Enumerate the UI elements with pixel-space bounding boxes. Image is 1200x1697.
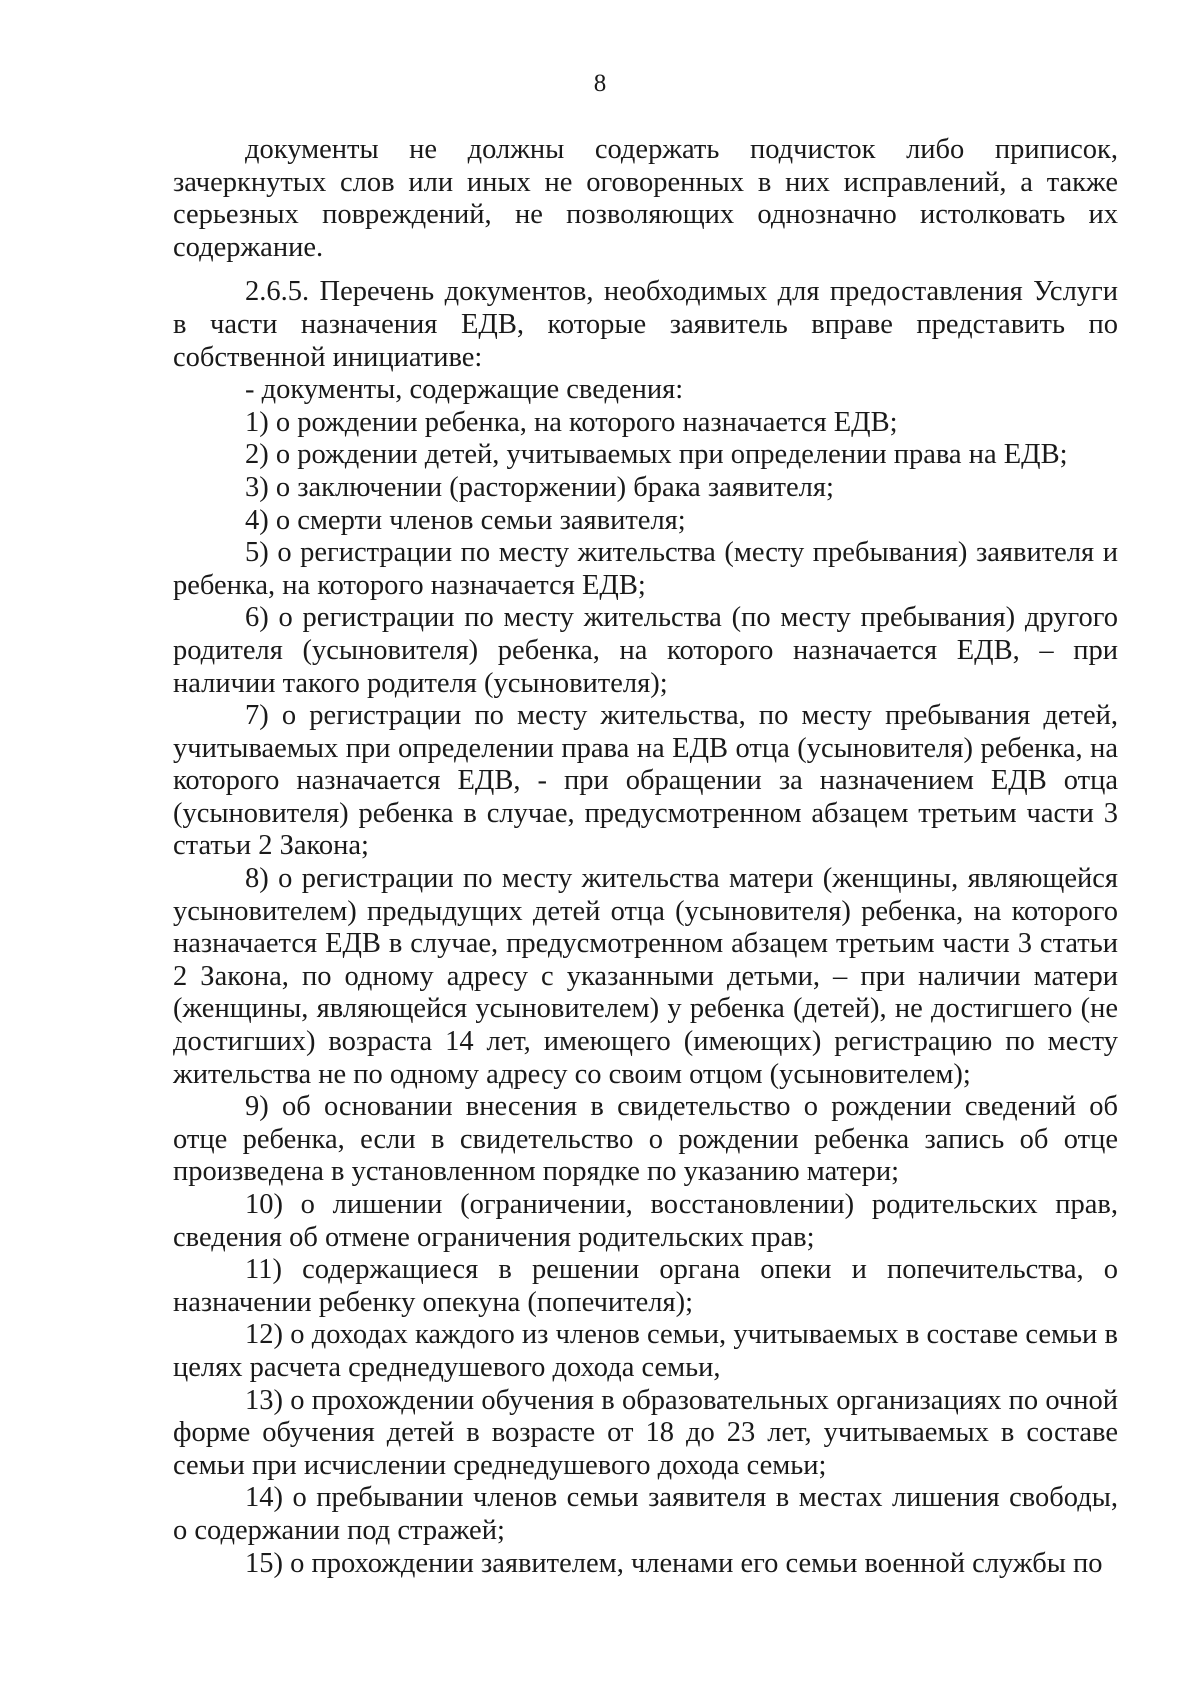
list-item-4: 4) о смерти членов семьи заявителя; bbox=[245, 504, 686, 536]
list-item-13: 13) о прохождении обучения в образовательных организациях по очной форме обучения детей в возрасте от 18 до 23 лет, учитываемых в составе семьи при исчислении среднедушевого дохода семьи; bbox=[173, 1384, 1118, 1481]
list-item-3: 3) о заключении (расторжении) брака заявителя; bbox=[245, 471, 834, 503]
paragraph-continuation: документы не должны содержать подчисток либо приписок, зачеркнутых слов или иных не оговоренных в них исправлений, а также серьезных повреждений, не позволяющих однозначно истолковать их содержание. bbox=[173, 134, 1118, 263]
list-item-5: 5) о регистрации по месту жительства (месту пребывания) заявителя и ребенка, на которого назначается ЕДВ; bbox=[173, 537, 1118, 601]
list-item-7: 7) о регистрации по месту жительства, по месту пребывания детей, учитываемых при определении права на ЕДВ отца (усыновителя) ребенка, на которого назначается ЕДВ, - при обращении за назначением ЕДВ отца (усыновителя) ребенка в случае, предусмотренном абзацем третьим части 3 статьи 2 Закона; bbox=[173, 700, 1118, 862]
paragraph-section-2-6-5: 2.6.5. Перечень документов, необходимых для предоставления Услуги в части назначения ЕДВ, которые заявитель вправе представить по собственной инициативе: bbox=[173, 276, 1118, 373]
list-item-9: 9) об основании внесения в свидетельство о рождении сведений об отце ребенка, если в свидетельство о рождении ребенка запись об отце произведена в установленном порядке по указанию матери; bbox=[173, 1091, 1118, 1188]
page-number: 8 bbox=[593, 70, 607, 97]
list-item-1: 1) о рождении ребенка, на которого назначается ЕДВ; bbox=[245, 406, 898, 438]
list-item-11: 11) содержащиеся в решении органа опеки и попечительства, о назначении ребенку опекуна (попечителя); bbox=[173, 1254, 1118, 1318]
paragraph-list-intro: - документы, содержащие сведения: bbox=[245, 374, 684, 406]
list-item-8: 8) о регистрации по месту жительства матери (женщины, являющейся усыновителем) предыдущих детей отца (усыновителя) ребенка, на которого назначается ЕДВ в случае, предусмотренном абзацем третьим части 3 статьи 2 Закона, по одному адресу с указанными детьми, – при наличии матери (женщины, являющейся усыновителем) у ребенка (детей), не достигшего (не достигших) возраста 14 лет, имеющего (имеющих) регистрацию по месту жительства не по одному адресу со своим отцом (усыновителем); bbox=[173, 863, 1118, 1090]
list-item-15: 15) о прохождении заявителем, членами его семьи военной службы по bbox=[245, 1547, 1103, 1579]
list-item-2: 2) о рождении детей, учитываемых при определении права на ЕДВ; bbox=[245, 439, 1068, 471]
document-body bbox=[173, 134, 1118, 1580]
list-item-10: 10) о лишении (ограничении, восстановлении) родительских прав, сведения об отмене ограничения родительских прав; bbox=[173, 1189, 1118, 1253]
list-item-14: 14) о пребывании членов семьи заявителя в местах лишения свободы, о содержании под стражей; bbox=[173, 1482, 1118, 1546]
list-item-12: 12) о доходах каждого из членов семьи, учитываемых в составе семьи в целях расчета среднедушевого дохода семьи, bbox=[173, 1319, 1118, 1383]
list-item-6: 6) о регистрации по месту жительства (по месту пребывания) другого родителя (усыновителя) ребенка, на которого назначается ЕДВ, – при наличии такого родителя (усыновителя); bbox=[173, 602, 1118, 699]
